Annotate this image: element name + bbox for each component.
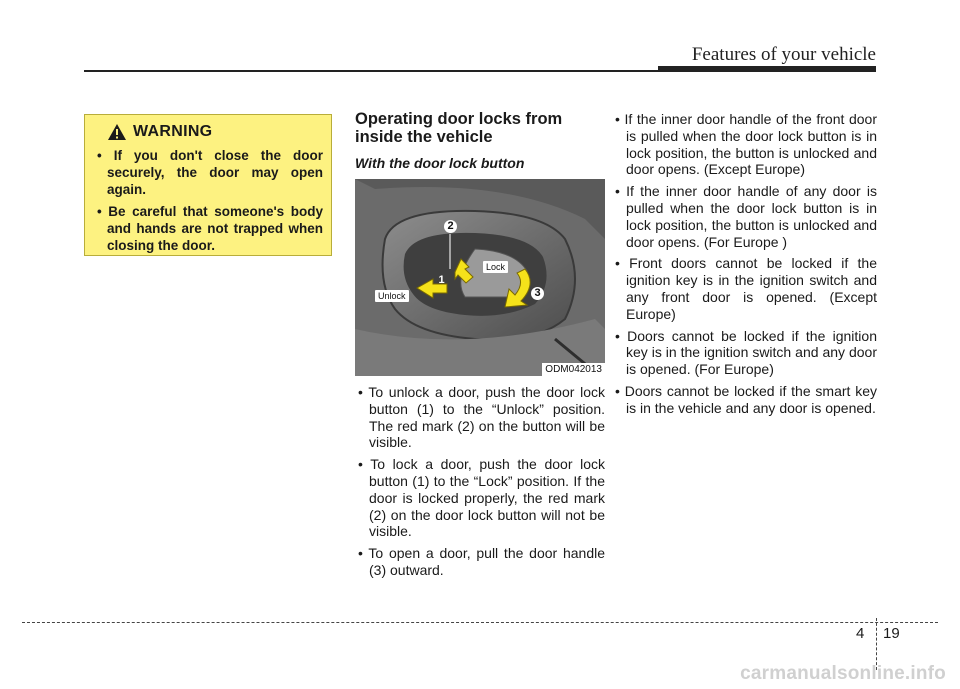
warning-item: • Be careful that someone's body and hands are not trapped when closing the door. <box>97 204 323 253</box>
warning-heading <box>107 123 323 141</box>
right-column <box>612 111 877 422</box>
door-lock-figure <box>355 179 605 376</box>
callout-3: 3 <box>531 287 544 300</box>
door-handle-illustration <box>355 179 605 376</box>
page-number: 19 <box>883 625 900 642</box>
callout-2: 2 <box>444 220 457 233</box>
header-rule-thick <box>658 66 876 72</box>
chapter-number: 4 <box>856 625 865 642</box>
note-item: • Front doors cannot be locked if the ignition key is in the ignition switch and any front door is opened. (Except Europe) <box>615 255 877 322</box>
header-title: Features of your vehicle <box>691 44 876 65</box>
warning-box <box>84 114 332 256</box>
warning-item: • If you don't close the door securely, the door may open again. <box>97 148 323 197</box>
center-column <box>355 110 605 584</box>
warning-title: WARNING <box>133 123 213 140</box>
instruction-item: • To lock a door, push the door lock button (1) to the “Lock” position. If the door is locked properly, the red mark (2) on the door lock button will not be visible. <box>358 456 605 540</box>
callout-1: 1 <box>438 274 445 286</box>
footer-rule <box>22 622 938 623</box>
instruction-item: • To unlock a door, push the door lock button (1) to the “Unlock” position. The red mark (2) on the button will be visible. <box>358 384 605 451</box>
unlock-label: Unlock <box>375 290 409 302</box>
lock-label: Lock <box>483 261 508 273</box>
warning-triangle-icon <box>107 123 127 141</box>
note-item: • If the inner door handle of any door is pulled when the door lock button is in lock position, the button is unlocked and door opens. (For Europe ) <box>615 183 877 250</box>
header-rule-thin <box>84 70 658 72</box>
watermark: carmanualsonline.info <box>740 663 946 684</box>
figure-code: ODM042013 <box>542 363 605 376</box>
note-item: • If the inner door handle of the front door is pulled when the door lock button is in lock position, the button is unlocked and door opens. (Except Europe) <box>615 111 877 178</box>
instruction-item: • To open a door, pull the door handle (3) outward. <box>358 545 605 578</box>
notes-list <box>612 111 877 417</box>
section-subtitle: With the door lock button <box>355 155 525 171</box>
note-item: • Doors cannot be locked if the smart key is in the vehicle and any door is opened. <box>615 382 877 416</box>
warning-list <box>93 147 323 254</box>
section-title: Operating door locks from inside the vehicle <box>355 110 563 146</box>
instruction-list <box>355 384 605 579</box>
note-item: • Doors cannot be locked if the ignition key is in the ignition switch and any door is opened. (For Europe) <box>615 327 877 378</box>
